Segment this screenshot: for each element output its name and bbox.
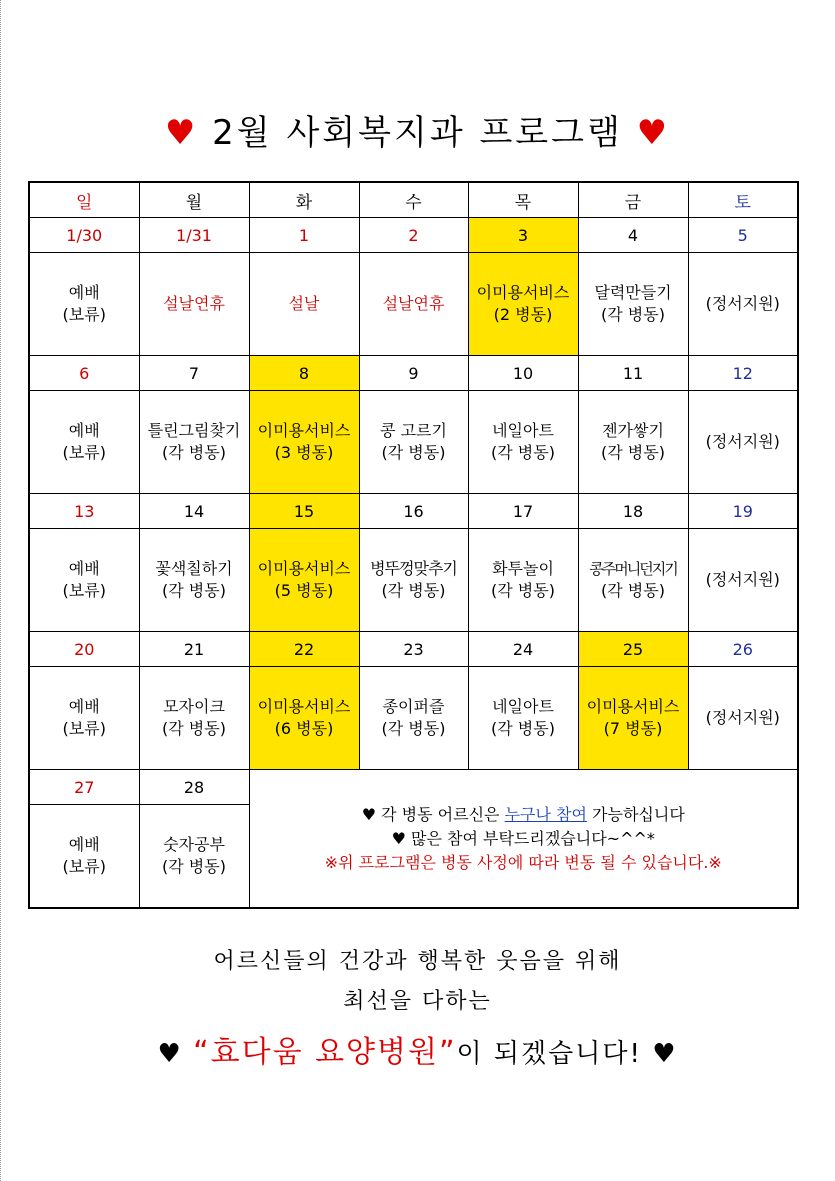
program-ward: (각 병동) bbox=[491, 581, 555, 600]
program-ward: (각 병동) bbox=[162, 719, 226, 738]
program-name: 이미용서비스 bbox=[476, 283, 570, 302]
program-ward: (보류) bbox=[62, 581, 106, 600]
date-cell: 1/30 bbox=[29, 218, 139, 253]
date-cell: 22 bbox=[249, 632, 359, 667]
date-cell: 7 bbox=[139, 356, 249, 391]
program-name: (정서지원) bbox=[705, 432, 780, 451]
program-name: 예배 bbox=[68, 697, 100, 716]
program-cell bbox=[29, 667, 139, 770]
program-row bbox=[29, 391, 798, 494]
weekday-header-row bbox=[29, 182, 798, 218]
date-row bbox=[29, 494, 798, 529]
date-cell: 14 bbox=[139, 494, 249, 529]
program-cell bbox=[468, 391, 578, 494]
program-cell bbox=[688, 391, 798, 494]
date-cell: 20 bbox=[29, 632, 139, 667]
weekday-tue: 화 bbox=[249, 182, 359, 218]
program-name: 젠가쌓기 bbox=[602, 421, 664, 440]
date-cell: 28 bbox=[139, 770, 249, 805]
date-cell: 11 bbox=[578, 356, 688, 391]
program-name: (정서지원) bbox=[705, 570, 780, 589]
program-ward: (각 병동) bbox=[601, 305, 665, 324]
program-cell bbox=[468, 529, 578, 632]
date-cell: 26 bbox=[688, 632, 798, 667]
date-cell: 23 bbox=[359, 632, 468, 667]
program-name: 틀린그림찾기 bbox=[147, 421, 241, 440]
program-name: 이미용서비스 bbox=[257, 559, 351, 578]
date-cell: 25 bbox=[578, 632, 688, 667]
program-name: 예배 bbox=[68, 283, 100, 302]
program-cell bbox=[29, 391, 139, 494]
program-cell bbox=[688, 253, 798, 356]
page-title-text: 2월 사회복지과 프로그램 bbox=[212, 113, 623, 153]
notice-box bbox=[249, 770, 798, 909]
program-ward: (보류) bbox=[62, 443, 106, 462]
date-cell: 15 bbox=[249, 494, 359, 529]
date-row bbox=[29, 356, 798, 391]
program-calendar bbox=[28, 181, 799, 909]
program-cell bbox=[688, 529, 798, 632]
date-row bbox=[29, 770, 798, 805]
footer-line-3-text: 이 되겠습니다! bbox=[456, 1039, 642, 1069]
weekday-sat: 토 bbox=[688, 182, 798, 218]
program-cell bbox=[468, 253, 578, 356]
program-ward: (보류) bbox=[62, 719, 106, 738]
footer-line-1: 어르신들의 건강과 행복한 웃음을 위해 bbox=[213, 949, 622, 974]
program-cell bbox=[249, 529, 359, 632]
heart-icon: ♥ bbox=[652, 1039, 678, 1069]
program-name: 숫자공부 bbox=[163, 835, 225, 854]
program-cell bbox=[249, 253, 359, 356]
date-cell: 1/31 bbox=[139, 218, 249, 253]
footer-line-2: 최선을 다하는 bbox=[343, 989, 492, 1014]
date-cell: 4 bbox=[578, 218, 688, 253]
program-name: 모자이크 bbox=[163, 697, 225, 716]
notice-line-warning: ※위 프로그램은 병동 사정에 따라 변동 될 수 있습니다.※ bbox=[324, 852, 722, 872]
date-cell: 2 bbox=[359, 218, 468, 253]
program-cell bbox=[139, 529, 249, 632]
date-cell: 19 bbox=[688, 494, 798, 529]
program-name: 네일아트 bbox=[492, 697, 554, 716]
program-name: 설날연휴 bbox=[163, 294, 225, 313]
notice-line1-post: 가능하십니다 bbox=[586, 804, 685, 824]
program-ward: (각 병동) bbox=[381, 719, 446, 738]
program-cell bbox=[688, 667, 798, 770]
date-cell: 27 bbox=[29, 770, 139, 805]
date-cell: 9 bbox=[359, 356, 468, 391]
program-ward: (3 병동) bbox=[274, 443, 334, 462]
program-row bbox=[29, 253, 798, 356]
program-ward: (7 병동) bbox=[603, 719, 663, 738]
program-ward: (각 병동) bbox=[491, 719, 555, 738]
program-cell bbox=[139, 391, 249, 494]
program-name: 이미용서비스 bbox=[257, 697, 351, 716]
program-ward: (각 병동) bbox=[601, 581, 665, 600]
notice-line-request: ♥ 많은 참여 부탁드리겠습니다~^^* bbox=[391, 828, 655, 848]
program-name: 병뚜껑맞추기 bbox=[370, 559, 457, 578]
program-name: 꽃색칠하기 bbox=[155, 559, 233, 578]
date-cell: 10 bbox=[468, 356, 578, 391]
program-cell bbox=[249, 667, 359, 770]
program-name: 이미용서비스 bbox=[586, 697, 680, 716]
notice-line1-pre: ♥ 각 병동 어르신은 bbox=[361, 804, 505, 824]
program-name: (정서지원) bbox=[705, 708, 780, 727]
program-cell bbox=[139, 805, 249, 909]
weekday-thu: 목 bbox=[468, 182, 578, 218]
program-cell bbox=[578, 667, 688, 770]
program-ward: (각 병동) bbox=[162, 443, 226, 462]
program-ward: (각 병동) bbox=[381, 581, 446, 600]
date-cell: 12 bbox=[688, 356, 798, 391]
program-ward: (각 병동) bbox=[601, 443, 665, 462]
program-name: (정서지원) bbox=[705, 294, 780, 313]
program-ward: (각 병동) bbox=[381, 443, 446, 462]
program-cell bbox=[578, 529, 688, 632]
program-name: 예배 bbox=[68, 559, 100, 578]
program-cell bbox=[359, 391, 468, 494]
program-name: 종이퍼즐 bbox=[382, 697, 445, 716]
program-cell bbox=[359, 667, 468, 770]
page-title bbox=[0, 108, 835, 158]
program-name: 네일아트 bbox=[492, 421, 554, 440]
notice-link-anyone: 누구나 참여 bbox=[504, 804, 587, 824]
program-ward: (각 병동) bbox=[162, 857, 226, 876]
date-cell: 6 bbox=[29, 356, 139, 391]
program-ward: (2 병동) bbox=[493, 305, 553, 324]
program-cell bbox=[249, 391, 359, 494]
program-row bbox=[29, 667, 798, 770]
date-cell: 13 bbox=[29, 494, 139, 529]
date-cell: 17 bbox=[468, 494, 578, 529]
date-cell: 21 bbox=[139, 632, 249, 667]
program-ward: (5 병동) bbox=[274, 581, 334, 600]
weekday-sun: 일 bbox=[29, 182, 139, 218]
program-ward: (보류) bbox=[62, 305, 106, 324]
program-name: 달력만들기 bbox=[594, 283, 672, 302]
program-cell bbox=[139, 253, 249, 356]
program-cell bbox=[29, 805, 139, 909]
program-name: 이미용서비스 bbox=[257, 421, 351, 440]
program-cell bbox=[139, 667, 249, 770]
date-row bbox=[29, 632, 798, 667]
program-ward: (6 병동) bbox=[274, 719, 334, 738]
date-cell: 3 bbox=[468, 218, 578, 253]
heart-icon: ♥ bbox=[157, 1039, 183, 1069]
program-row bbox=[29, 529, 798, 632]
program-ward: (각 병동) bbox=[162, 581, 226, 600]
weekday-fri: 금 bbox=[578, 182, 688, 218]
date-row bbox=[29, 218, 798, 253]
program-cell bbox=[359, 253, 468, 356]
program-cell bbox=[468, 667, 578, 770]
date-cell: 1 bbox=[249, 218, 359, 253]
program-name: 설날 bbox=[288, 294, 320, 313]
program-cell bbox=[29, 253, 139, 356]
program-ward: (각 병동) bbox=[491, 443, 555, 462]
program-cell bbox=[578, 391, 688, 494]
program-name: 콩 고르기 bbox=[380, 421, 447, 440]
heart-icon: ♥ bbox=[636, 113, 671, 153]
program-cell bbox=[29, 529, 139, 632]
date-cell: 5 bbox=[688, 218, 798, 253]
program-name: 설날연휴 bbox=[382, 294, 445, 313]
program-name: 화투놀이 bbox=[492, 559, 554, 578]
program-ward: (보류) bbox=[62, 857, 106, 876]
date-cell: 24 bbox=[468, 632, 578, 667]
program-name: 예배 bbox=[68, 835, 100, 854]
program-name: 콩주머니던지기 bbox=[589, 560, 677, 578]
weekday-wed: 수 bbox=[359, 182, 468, 218]
hospital-name: “효다움 요양병원” bbox=[193, 1035, 457, 1070]
program-cell bbox=[578, 253, 688, 356]
program-cell bbox=[359, 529, 468, 632]
weekday-mon: 월 bbox=[139, 182, 249, 218]
heart-icon: ♥ bbox=[164, 113, 199, 153]
date-cell: 16 bbox=[359, 494, 468, 529]
footer-line-3 bbox=[0, 1030, 835, 1077]
date-cell: 8 bbox=[249, 356, 359, 391]
program-name: 예배 bbox=[68, 421, 100, 440]
notice-line-participation bbox=[250, 803, 798, 827]
date-cell: 18 bbox=[578, 494, 688, 529]
